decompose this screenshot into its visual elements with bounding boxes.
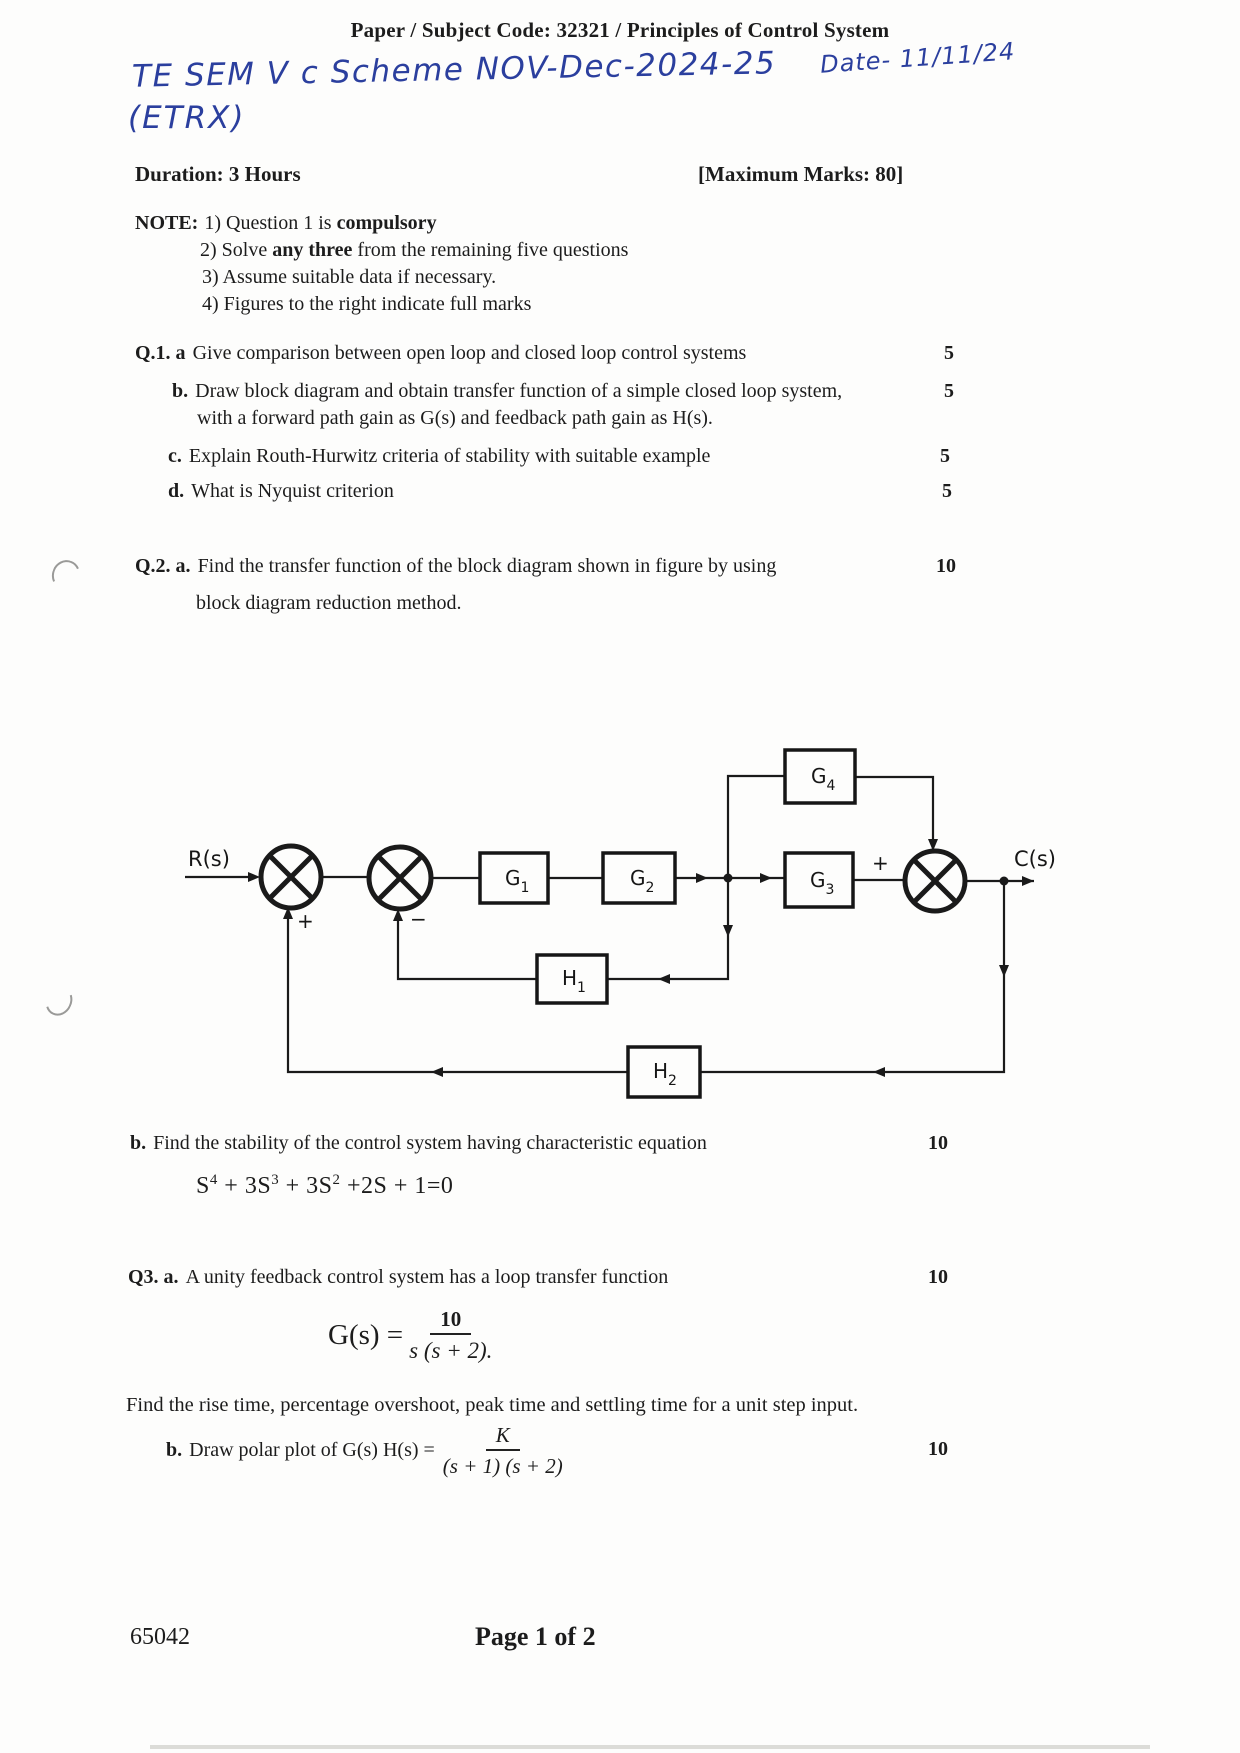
q3a-transfer-function — [328, 1308, 492, 1363]
note-line-2: 2) Solve any three from the remaining five questions — [200, 239, 629, 261]
note-line-1: NOTE: 1) Question 1 is compulsory — [135, 212, 437, 234]
g4-takeoff-path — [728, 776, 785, 878]
block-diagram — [150, 700, 1100, 1130]
footer-paper-code: 65042 — [130, 1624, 190, 1650]
gain-blocks — [480, 750, 855, 1097]
handwriting-date: Date- 11/11/24 — [819, 37, 1017, 79]
output-takeoff-dot — [1000, 877, 1009, 886]
g4-return-path — [855, 777, 933, 850]
scan-artifact — [41, 982, 77, 1020]
sum2-sign: − — [410, 907, 427, 931]
sum1-sign: + — [297, 909, 314, 933]
output-signal-label: C(s) — [1014, 847, 1056, 871]
q3b-row: b. Draw polar plot of G(s) H(s) = $\frac{K}{(s + 1) (s + 2)}$ — [166, 1423, 563, 1479]
q2b-row: b. Find the stability of the control system having characteristic equation — [130, 1132, 707, 1154]
note-line-4: 4) Figures to the right indicate full marks — [202, 293, 532, 315]
sum-junction-2 — [369, 847, 431, 909]
block-h2-label: $H_2$ — [653, 1059, 677, 1089]
q1a-marks: 5 — [944, 342, 954, 364]
sum-junction-3 — [905, 851, 965, 911]
footer-page-number: Page 1 of 2 — [475, 1622, 596, 1651]
q1b-row-line2: with a forward path gain as G(s) and feedback path gain as H(s). — [197, 407, 713, 429]
q3a-row: Q3. a. A unity feedback control system has a loop transfer function — [128, 1266, 669, 1288]
note-line-3: 3) Assume suitable data if necessary. — [202, 266, 497, 288]
handwriting-branch: (ETRX) — [128, 100, 246, 136]
duration-label: Duration: 3 Hours — [135, 162, 301, 186]
q3a-tail: Find the rise time, percentage overshoot, peak time and settling time for a unit step input. — [126, 1394, 859, 1416]
h2-takeoff-path — [700, 881, 1004, 1072]
handwriting-course: TE SEM V c Scheme NOV-Dec-2024-25 — [131, 45, 777, 95]
page-title: Paper / Subject Code: 32321 / Principles of Control System — [350, 18, 890, 42]
branch-point-dot — [724, 874, 733, 883]
q1a-row: Q.1. a Give comparison between open loop and closed loop control systems — [135, 342, 747, 364]
block-h1-label: $H_1$ — [562, 966, 586, 996]
q1d-row: d. What is Nyquist criterion — [168, 480, 394, 502]
input-signal-label: R(s) — [188, 847, 230, 871]
q2a-row-line2: block diagram reduction method. — [196, 592, 462, 614]
q3a-marks: 10 — [928, 1266, 948, 1288]
characteristic-equation: $S^4 + 3S^3 + 3S^2 +2S + 1=0$ — [196, 1172, 454, 1199]
scan-artifact — [48, 556, 85, 594]
q3b-marks: 10 — [928, 1438, 948, 1460]
block-g1-label: $G_1$ — [505, 866, 530, 896]
q2a-row: Q.2. a. Find the transfer function of the block diagram shown in figure by using — [135, 555, 777, 577]
tf-fraction: $\frac{10}{s (s + 2).}$ — [409, 1307, 493, 1364]
note-label: NOTE: — [135, 212, 199, 234]
tf-lhs: G(s) = — [328, 1319, 404, 1352]
block-g3-label: $G_3$ — [810, 868, 835, 898]
sum3-sign: + — [872, 851, 889, 875]
q1c-row: c. Explain Routh-Hurwitz criteria of stability with suitable example — [168, 445, 711, 467]
polar-fraction: $\frac{K}{(s + 1) (s + 2)}$ — [442, 1423, 563, 1479]
q1c-marks: 5 — [940, 445, 950, 467]
q2a-marks: 10 — [936, 555, 956, 577]
q1d-marks: 5 — [942, 480, 952, 502]
block-g4-label: $G_4$ — [811, 764, 836, 794]
max-marks-label: [Maximum Marks: 80] — [698, 162, 904, 186]
sum-junction-1 — [261, 846, 321, 908]
q2b-marks: 10 — [928, 1132, 948, 1154]
block-g2-label: $G_2$ — [630, 866, 655, 896]
q1b-marks: 5 — [944, 380, 954, 402]
q1b-row: b. Draw block diagram and obtain transfer function of a simple closed loop system, — [172, 380, 843, 402]
scan-edge-shadow — [150, 1745, 1150, 1749]
